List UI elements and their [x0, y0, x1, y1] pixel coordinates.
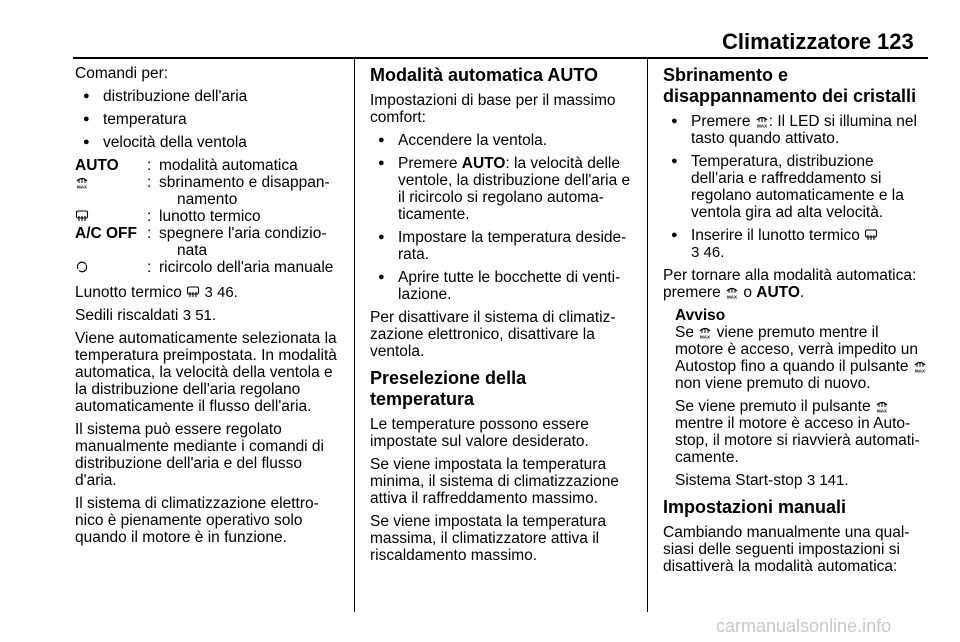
auto-key-label: AUTO — [75, 157, 119, 174]
paragraph: Per tornare alla modalità automatica: premere MAX o AUTO. — [663, 267, 917, 301]
auto-key-label: AUTO — [461, 155, 506, 172]
recirculation-desc: ricircolo dell'aria manuale — [159, 259, 334, 276]
page-reference-link[interactable]: 3 46. — [204, 284, 238, 301]
notice-box — [675, 307, 928, 489]
svg-text:MAX: MAX — [756, 123, 767, 128]
max-defrost-icon — [875, 399, 889, 413]
paragraph: Impostazioni di base per il massimo comfort: — [370, 92, 616, 126]
colon: : — [147, 157, 152, 174]
list-item: ● Premere AUTO: la velocità delle ventole, la distribuzione dell'aria e il ricircolo si regolano automa-ticamente. — [374, 155, 635, 223]
colon: : — [147, 208, 152, 225]
ac-off-desc: spegnere l'aria condizio- nata — [159, 225, 327, 259]
page-reference-link[interactable]: 3 141. — [806, 472, 849, 489]
paragraph: Cambiando manualmente una qual-siasi delle seguenti impostazioni si disattiverà la modalità automatica: — [663, 524, 910, 575]
ac-off-key-label: A/C OFF — [75, 225, 137, 242]
paragraph: Se viene impostata la temperatura minima, il sistema di climatizzazione attiva il raffreddamento massimo. — [370, 456, 619, 507]
list-item: ● Accendere la ventola. — [374, 132, 635, 149]
auto-key-desc: modalità automatica — [159, 157, 298, 174]
list-item: ● Premere MAX : Il LED si illumina nel tasto quando attivato. — [667, 113, 928, 147]
svg-text:MAX: MAX — [77, 184, 87, 189]
list-item: ● distribuzione dell'aria — [79, 88, 345, 105]
paragraph: Se viene impostata la temperatura massima, il climatizzatore attiva il riscaldamento massimo. — [370, 513, 607, 564]
section-heading-defrost: Sbrinamento e disappannamento dei cristalli — [663, 65, 917, 106]
max-defrost-icon — [698, 325, 712, 339]
controls-table — [75, 157, 345, 276]
notice-title: Avviso — [675, 307, 726, 324]
svg-text:MAX: MAX — [876, 408, 887, 413]
paragraph: Viene automaticamente selezionata la temperatura preimpostata. In modalità automatica, la velocità della ventola e la distribuzione dell'aria regolano automaticamente il flusso dell'aria. — [75, 330, 337, 415]
page-reference-link[interactable]: 3 46. — [691, 244, 725, 261]
section-heading-temperature: Preselezione della temperatura — [370, 368, 527, 409]
colon: : — [147, 259, 152, 276]
section-heading-manual: Impostazioni manuali — [663, 497, 847, 517]
max-defrost-icon — [75, 174, 147, 208]
start-stop-reference: Sistema Start-stop 3 141. — [675, 472, 849, 489]
list-item: ● Aprire tutte le bocchette di venti-lazione. — [374, 269, 635, 303]
svg-text:MAX: MAX — [914, 368, 925, 373]
paragraph: Il sistema può essere regolato manualmente mediante i comandi di distribuzione dell'aria e del flusso d'aria. — [75, 421, 324, 489]
controls-intro: Comandi per: — [75, 65, 169, 82]
max-defrost-icon — [725, 285, 739, 299]
paragraph: Per disattivare il sistema di climatiz-zazione elettronico, disattivare la ventola. — [370, 309, 616, 360]
paragraph: Se MAX viene premuto mentre il motore è acceso, verrà impedito un Autostop fino a quando il pulsante MAX non viene premuto di nuovo. — [675, 324, 925, 392]
column-1 — [75, 65, 345, 552]
paragraph: Il sistema di climatizzazione elettro-nico è pienamente operativo solo quando il motore è in funzione. — [75, 495, 319, 546]
auto-key-label: AUTO — [756, 284, 800, 301]
column-3 — [663, 65, 928, 581]
max-defrost-icon — [913, 359, 927, 373]
list-item: ● Inserire il lunotto termico 3 46. — [667, 227, 928, 261]
defrost-desc: sbrinamento e disappan- namento — [159, 174, 330, 208]
heated-seats-reference: Sedili riscaldati 3 51. — [75, 307, 217, 324]
rear-heater-reference: Lunotto termico 3 46. — [75, 284, 238, 301]
rear-window-heater-icon — [864, 228, 878, 242]
list-item: ● Impostare la temperatura deside-rata. — [374, 229, 635, 263]
page-reference-link[interactable]: 3 51. — [182, 307, 217, 324]
column-divider-right — [647, 59, 648, 612]
list-item: ● temperatura — [79, 111, 345, 128]
svg-text:MAX: MAX — [727, 294, 738, 299]
column-2 — [370, 65, 635, 570]
paragraph: Se viene premuto il pulsante MAX mentre il motore è acceso in Auto-stop, il motore si riavvierà automati-camente. — [675, 398, 920, 466]
max-defrost-icon — [755, 114, 769, 128]
list-item: ● Temperatura, distribuzione dell'aria e raffreddamento si regolano automaticamente e la ventola gira ad alta velocità. — [667, 153, 928, 221]
section-heading-auto: Modalità automatica AUTO — [370, 65, 599, 85]
svg-text:MAX: MAX — [700, 334, 711, 339]
colon: : — [147, 174, 152, 191]
column-divider-left — [354, 59, 355, 612]
header-divider — [73, 57, 928, 59]
page-number: 123 — [877, 29, 914, 54]
rear-window-heater-icon — [75, 208, 147, 225]
air-recirculation-icon — [75, 259, 147, 276]
page-title: Climatizzatore — [722, 29, 872, 54]
rear-window-heater-icon — [186, 285, 200, 299]
list-item: ● velocità della ventola — [79, 134, 345, 151]
colon: : — [147, 225, 152, 242]
paragraph: Le temperature possono essere impostate sul valore desiderato. — [370, 416, 589, 450]
watermark: carmanualsonline.info — [716, 616, 892, 636]
rear-heater-desc: lunotto termico — [159, 208, 261, 225]
